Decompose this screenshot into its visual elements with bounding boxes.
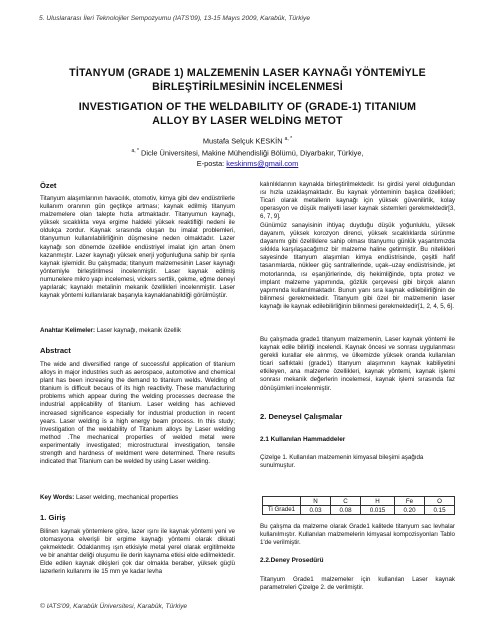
title-english-line2: ALLOY BY LASER WELDİNG METOT	[152, 115, 343, 127]
table-cell: 0.20	[395, 506, 425, 515]
author-name: Mustafa Selçuk KESKİN	[202, 136, 283, 146]
intro-para2: Günümüz sanayisinin ihtiyaç duyduğu düşük yoğunluklu, yüksek dayanım, yüksek korozyon direnci, yüksek sıcaklıklarda sürünme dayanımı gibi özelliklere sahip olması titanyumu günlük yaşantımızda sıklıkla karşılaşacağımız bir malzeme haline getirmiştir. Bu nitelikleri sayesinde titanyum alaşımları kimya endüstrisinde, çeşitli hafif tasarımlarda, nükleer güç santrallerinde, uçak–uzay endüstrisinde, jet motorlarında, ısı eşanjörlerinde, diş hekimliğinde, tıpta protez ve implant malzeme yapımında, gözlük çerçevesi gibi birçok alanın yapımında kullanılmaktadır. Bunun yanı sıra kaynak edilebilirliğinin de bilinmesi gerekmektedir. Titanyum gibi özel bir malzemenin laser kaynağı ile kaynak edilebilirliğinin bilinmesi gerekmektedir[1, 2, 4, 5, 6].	[260, 222, 455, 310]
author-block	[40, 134, 455, 169]
affiliation-line	[40, 146, 455, 158]
intro-continued: kalınlıklarının kaynakla birleştirilmektedir. Isı girdisi yerel olduğundan ısı hızla uzaklaşmaktadır. Bu kaynak yönteminin başlıca özellikleri; Ticari olarak metallerin kaynağı için yüksek güvenilirlik, kolay operasyon ve düşük maliyetli laser kaynak sistemleri gerekmektedir[3, 6, 7, 9].	[260, 181, 455, 221]
key-words-text: Laser welding, mechanical properties	[76, 494, 179, 501]
author-name-line	[40, 134, 455, 146]
table-header-cell	[263, 497, 301, 506]
affiliation-sup: a, *	[131, 148, 139, 155]
table-cell: 0.03	[301, 506, 331, 515]
deneysel-heading: 2. Deneysel Çalışmalar	[260, 412, 343, 421]
title-turkish	[40, 66, 455, 94]
anahtar-label: Anahtar Kelimeler:	[40, 327, 96, 334]
table-caption: Çizelge 1. Kullanılan malzemenin kimyasal bileşimi aşağıda sunulmuştur.	[260, 454, 424, 470]
email-link[interactable]: keskinms@gmail.com	[226, 158, 299, 168]
ozet-heading: Özet	[40, 181, 57, 190]
table-cell: 0.15	[425, 506, 455, 515]
author-name-sup: a, *	[284, 136, 293, 142]
table-header-row	[263, 497, 455, 506]
email-label: E-posta:	[196, 158, 225, 168]
deney-text: Titanyum Grade1 malzemeler için kullanılan Laser kaynak parametreleri Çizelge 2. de verilmiştir.	[260, 576, 455, 592]
key-words-label: Key Words:	[40, 494, 75, 501]
table-header-cell: N	[301, 497, 331, 506]
table-header-cell: O	[425, 497, 455, 506]
giris-heading: 1. Giriş	[40, 513, 66, 522]
hammadde-heading: 2.1 Kullanılan Hammaddeler	[260, 436, 346, 443]
email-line	[40, 159, 455, 169]
materials-para: Bu çalışma da malzeme olarak Grade1 kalitede titanyum sac levhalar kullanılmıştır. Kullanılan malzemelerin kimyasal kompozisyonları Tablo 1'de verilmiştir.	[260, 523, 455, 547]
key-words	[40, 494, 235, 502]
table-cell: 0.08	[331, 506, 361, 515]
table-header-cell: C	[331, 497, 361, 506]
abstract-heading: Abstract	[40, 346, 71, 355]
giris-text: Bilinen kaynak yöntemlere göre, lazer ışını ile kaynak yöntemi yeni ve otomasyona elverişli bir ergime kaynağı yöntemi olarak dikkati çekmektedir. Odaklanmış ışın etkisiyle metal yerel olarak ergitilmekte ve bir anahtar deliği oluşumu ile derin kaynama etkisi elde edilmektedir. Elde edilen kaynak dikişleri çok dar olmakla beraber, yüksek güçlü lazerlerin kullanımı ile 15 mm ye kadar levha	[40, 528, 236, 576]
table-row-label: Ti Grade1	[263, 506, 301, 515]
anahtar-text: Laser kaynağı, mekanik özellik	[96, 327, 182, 334]
table-row	[263, 506, 455, 515]
title-english	[40, 100, 455, 128]
title-turkish-line1: TİTANYUM (GRADE 1) MALZEMENİN LASER KAYNAĞI YÖNTEMİYLE	[69, 67, 426, 79]
title-turkish-line2: BİRLEŞTİRİLMESİNİN İNCELENMESİ	[152, 81, 343, 93]
ozet-text: Titanyum alaşımlarının havacılık, otomotiv, kimya gibi dev endüstrilerle kullanım oranının gün geçtikçe artması; kaynak edilmiş titanyum malzemelere olan talepte hızla artmaktadır. Titanyumun kaynağı, yüksek sıcaklıkta veya ergime haldeki yüksek reaktifliği nedeni ile oldukça zordur. Kaynak sırasında oluşan bu imalat problemleri, titanyumun kullanılabilirliğinin düşmesine neden olmaktadır. Lazer kaynağı son dönemde özellikle endüstriyel imalat için artan önem kazanmıştır. Lazer kaynağı yüksek enerji yoğunluğuna sahip bir ışınla kaynak işlemidir. Bu çalışmada; titanyum malzemesinin Laser kaynağı yöntemiyle birleştirilmesi incelenmiştir. Laser kaynak edilmiş numunelere mikro yapı incelemesi, vickers sertlik, çekme, eğme deneyi yapılarak; kaynaklı metalinin mekanik özellikleri incelenmiştir. Laser kaynak yöntemi kullanılarak başarıyla kaynaklanabildiği görülmüştür.	[40, 195, 235, 300]
affiliation: Dicle Üniversitesi, Makine Mühendisliği Bölümü, Diyarbakır, Türkiye,	[141, 148, 364, 158]
abstract-text: The wide and diversified range of successful application of titanium alloys in major industries such as aerospace, automotive and chemical plant has been increasing the demand to titanium welds. Welding of titanium is difficult becaus of its high reactivity. These manufacturing problems which appear during the welding processes decrease the industrial applicability of titanium. Laser welding has achieved increased significance especially for industrial production in recent years. Laser welding is a high energy beam process. In this study; Investigation of the weldability of Titanium alloys by Laser welding method .The mechanical properties of welded metal were experimentally investigated; microstructural investigation, tensile strength and hardness of weldment were determined. There results indicated that Titanium can be welded by using Laser welding.	[40, 361, 235, 466]
intro-para3: Bu çalışmada grade1 titanyum malzemenin, Laser kaynak yöntemi ile kaynak edile bilirliği incelendi. Kaynak öncesi ve sonrası uygulanması gerekli kurallar ele alınmış, ve ülkemizde yüksek oranda kullanılan ticari saflıktaki (grade1) titanyum alaşımının kaynak kabiliyetini etkileyen, ana malzeme özellikleri, kaynak yöntemi, kaynak işlemi sonrası mekanik değerlerin incelemesi, kaynak işlemi sırasında faz dönüşümleri incelenmiştir.	[260, 336, 455, 392]
deney-heading: 2.2.Deney Prosedürü	[260, 557, 324, 564]
running-header: 5. Uluslararası İleri Teknolojiler Sempozyumu (IATS'09), 13-15 Mayıs 2009, Karabük, Türkiye	[39, 15, 310, 22]
table-cell: 0.015	[361, 506, 395, 515]
table-header-cell: Fe	[395, 497, 425, 506]
composition-table	[262, 496, 455, 515]
anahtar-kelimeler	[40, 327, 235, 335]
footer: © IATS'09, Karabük Üniversitesi, Karabük, Türkiye	[40, 603, 188, 610]
table-header-cell: H	[361, 497, 395, 506]
title-english-line1: INVESTIGATION OF THE WELDABILITY OF (GRADE-1) TITANIUM	[78, 101, 417, 113]
